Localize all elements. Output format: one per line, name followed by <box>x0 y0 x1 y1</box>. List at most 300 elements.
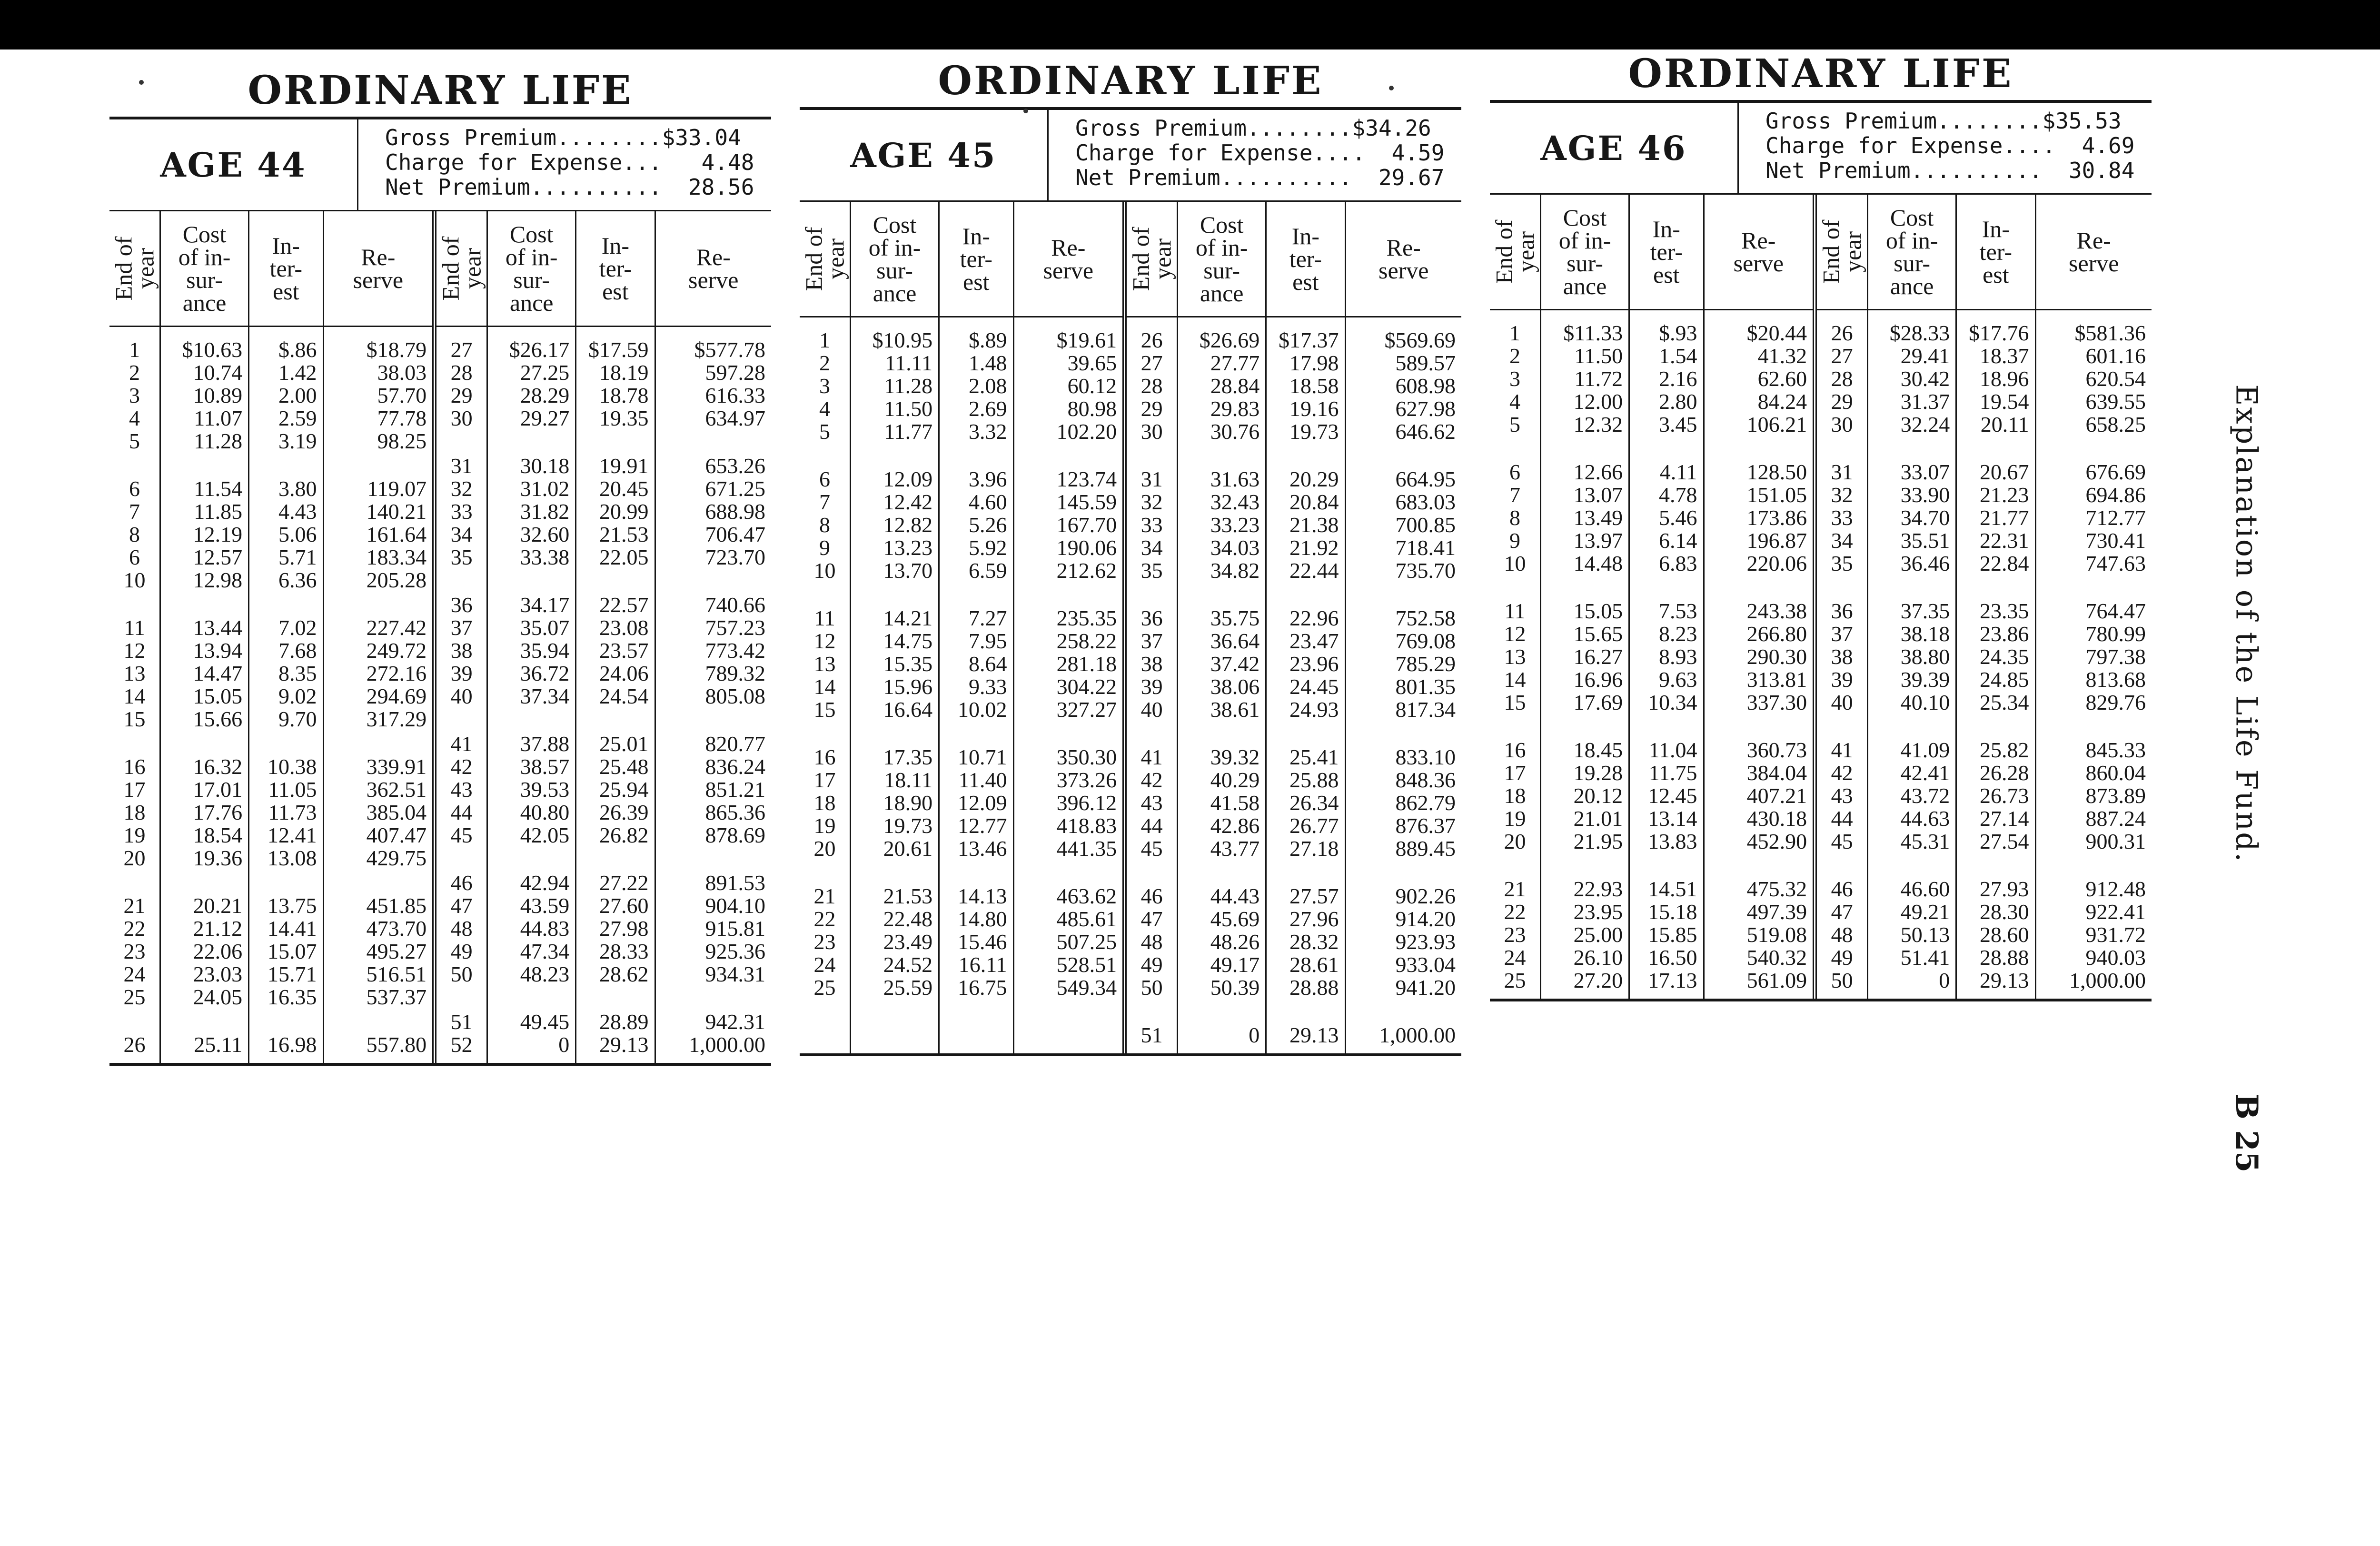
cost-column <box>161 211 249 1063</box>
reserve-cell: 851.21 <box>705 777 765 802</box>
interest-cell: $.86 <box>278 337 317 362</box>
reserve-cell: 878.69 <box>705 823 765 847</box>
reserve-cell: 362.51 <box>366 777 427 802</box>
interest-cell: 10.34 <box>1648 690 1697 714</box>
cost-cell: 35.07 <box>520 615 570 640</box>
year-cell: 24 <box>813 952 836 977</box>
net-premium-line: Net Premium.......... 30.84 <box>1765 158 2135 183</box>
cost-cell: 40.29 <box>1210 768 1260 792</box>
group-spacer <box>851 721 938 746</box>
print-speck <box>1023 109 1028 113</box>
interest-cell: 16.98 <box>268 1032 317 1057</box>
cost-cell: 34.70 <box>1900 505 1950 530</box>
year-cell: 14 <box>123 684 146 708</box>
cost-cell: 12.98 <box>193 568 243 592</box>
interest-cell: 25.48 <box>599 754 649 779</box>
reserve-cell: 589.57 <box>1395 351 1456 375</box>
cost-cell: 12.00 <box>1573 389 1623 414</box>
year-header: End of year <box>1490 219 1539 284</box>
group-spacer <box>1868 853 1955 878</box>
year-cell: 18 <box>123 800 146 824</box>
group-spacer <box>1267 721 1344 746</box>
interest-header: In- ter- est <box>1267 202 1344 317</box>
interest-cell: 2.80 <box>1659 389 1697 414</box>
year-cell: 24 <box>1504 945 1526 970</box>
cost-cell: 14.75 <box>883 629 933 653</box>
year-cell: 37 <box>1140 629 1163 653</box>
cost-column <box>851 202 940 1053</box>
group-spacer <box>851 443 938 468</box>
year-cell: 46 <box>450 871 473 895</box>
interest-cell: 12.45 <box>1648 783 1697 808</box>
premium-header <box>800 110 1461 202</box>
cost-column <box>1178 202 1267 1053</box>
interest-cell: 3.32 <box>969 419 1007 444</box>
reserve-column <box>324 211 437 1063</box>
cost-cell: 36.64 <box>1210 629 1260 653</box>
year-cell: 40 <box>1831 690 1853 714</box>
expense-charge-line: Charge for Expense... 4.48 <box>385 149 754 175</box>
interest-cell: $17.76 <box>1969 321 2029 345</box>
reserve-cell: 407.21 <box>1746 783 1807 808</box>
reserve-cell: 384.04 <box>1746 761 1807 785</box>
group-spacer <box>2036 853 2152 878</box>
year-cell: 45 <box>1831 829 1853 853</box>
group-spacer <box>1346 999 1461 1024</box>
cost-cell: 38.57 <box>520 754 570 779</box>
group-spacer <box>109 1009 159 1033</box>
cost-cell: 0 <box>1249 1023 1260 1047</box>
reserve-cell: 475.32 <box>1746 877 1807 901</box>
cost-cell: 27.20 <box>1573 968 1623 992</box>
interest-cell: 21.92 <box>1289 535 1339 560</box>
interest-cell: 26.39 <box>599 800 649 824</box>
group-spacer <box>1817 575 1867 600</box>
interest-cell: 13.14 <box>1648 806 1697 831</box>
group-spacer <box>2036 575 2152 600</box>
reserve-cell: 243.38 <box>1746 599 1807 623</box>
reserve-cell: 451.85 <box>366 893 427 918</box>
cost-cell: 16.96 <box>1573 667 1623 692</box>
group-spacer <box>940 860 1012 885</box>
interest-cell: 21.23 <box>1980 483 2029 507</box>
year-cell: 10 <box>813 558 836 583</box>
reserve-cell: 220.06 <box>1746 551 1807 575</box>
reserve-cell: 339.91 <box>366 754 427 779</box>
reserve-cell: 653.26 <box>705 454 765 478</box>
year-cell: 50 <box>450 962 473 986</box>
interest-cell: 18.58 <box>1289 374 1339 398</box>
cost-cell: 13.44 <box>193 615 243 640</box>
year-cell: 18 <box>813 791 836 815</box>
interest-cell: 23.47 <box>1289 629 1339 653</box>
group-spacer <box>1267 443 1344 468</box>
year-cell: 11 <box>124 615 145 640</box>
year-cell: 31 <box>1831 460 1853 484</box>
reserve-cell: 639.55 <box>2085 389 2146 414</box>
reserve-cell: 718.41 <box>1395 535 1456 560</box>
cost-cell: 24.52 <box>883 952 933 977</box>
year-cell: 30 <box>1831 412 1853 436</box>
interest-header: In- ter- est <box>1630 195 1703 310</box>
year-cell: 15 <box>813 697 836 722</box>
reserve-cell: 785.29 <box>1395 652 1456 676</box>
interest-cell: 20.29 <box>1289 467 1339 491</box>
interest-cell: 12.09 <box>958 791 1007 815</box>
interest-cell: 3.80 <box>278 476 317 501</box>
reserve-cell: 730.41 <box>2085 528 2146 553</box>
interest-cell: $.89 <box>969 328 1007 352</box>
year-cell: 34 <box>1140 535 1163 560</box>
interest-cell: 29.13 <box>599 1032 649 1057</box>
interest-cell: 16.75 <box>958 975 1007 1000</box>
year-cell: 38 <box>1140 652 1163 676</box>
interest-cell: 2.59 <box>278 406 317 430</box>
reserve-cell: 183.34 <box>366 545 427 569</box>
reserve-cell: 836.24 <box>705 754 765 779</box>
cost-cell: 39.53 <box>520 777 570 802</box>
group-spacer <box>656 986 771 1011</box>
reserve-cell: 84.24 <box>1757 389 1807 414</box>
year-cell: 6 <box>1509 460 1520 484</box>
cost-cell: 15.96 <box>883 674 933 699</box>
cost-cell: 15.05 <box>1573 599 1623 623</box>
group-spacer <box>1630 436 1703 461</box>
cost-cell: $11.33 <box>1563 321 1623 345</box>
reserve-cell: 1,000.00 <box>688 1032 765 1057</box>
reserve-cell: 914.20 <box>1395 907 1456 931</box>
interest-cell: 6.59 <box>969 558 1007 583</box>
cost-cell: 11.77 <box>884 419 933 444</box>
reserve-cell: 485.61 <box>1056 907 1117 931</box>
cost-cell: 43.77 <box>1210 836 1260 861</box>
group-spacer <box>109 592 159 616</box>
panel-age-46 <box>1490 48 2152 1001</box>
cost-cell: 30.76 <box>1210 419 1260 444</box>
cost-column <box>1868 195 1957 999</box>
cost-cell: 37.42 <box>1210 652 1260 676</box>
interest-column <box>576 211 655 1063</box>
reserve-cell: 430.18 <box>1746 806 1807 831</box>
cost-cell: 12.42 <box>883 490 933 514</box>
group-spacer <box>249 1009 322 1033</box>
cost-cell: 17.76 <box>193 800 243 824</box>
reserve-cell: 516.51 <box>366 962 427 986</box>
cost-cell: 15.66 <box>193 707 243 731</box>
cost-cell: 10.74 <box>193 360 243 385</box>
group-spacer <box>324 870 433 894</box>
reserve-cell: 373.26 <box>1056 768 1117 792</box>
reserve-cell: $581.36 <box>2074 321 2146 345</box>
year-cell: 4 <box>1509 389 1520 414</box>
year-cell: 2 <box>819 351 830 375</box>
cost-cell: 33.90 <box>1900 483 1950 507</box>
group-spacer <box>1014 860 1123 885</box>
reserve-cell: 337.30 <box>1746 690 1807 714</box>
reserve-cell: 98.25 <box>377 429 427 453</box>
reserve-cell: 664.95 <box>1395 467 1456 491</box>
interest-cell: 5.06 <box>278 522 317 546</box>
interest-cell: 21.77 <box>1980 505 2029 530</box>
group-spacer <box>109 731 159 755</box>
table-bottom-rule <box>1490 999 2152 1001</box>
year-column <box>800 202 851 1053</box>
cost-cell: 19.36 <box>193 846 243 870</box>
group-spacer <box>436 569 486 594</box>
group-spacer <box>161 592 248 616</box>
group-spacer <box>1817 853 1867 878</box>
reserve-cell: 620.54 <box>2085 367 2146 391</box>
year-cell: 9 <box>819 535 830 560</box>
year-cell: 29 <box>450 383 473 407</box>
interest-cell: 22.84 <box>1980 551 2029 575</box>
interest-cell: 19.35 <box>599 406 649 430</box>
year-cell: 17 <box>1504 761 1526 785</box>
reserve-cell: 205.28 <box>366 568 427 592</box>
interest-cell: 27.18 <box>1289 836 1339 861</box>
year-cell: 31 <box>1140 467 1163 491</box>
reserve-cell: 801.35 <box>1395 674 1456 699</box>
reserve-cell: 757.23 <box>705 615 765 640</box>
group-spacer <box>1490 436 1540 461</box>
group-spacer <box>436 708 486 733</box>
reserve-cell: 62.60 <box>1757 367 1807 391</box>
year-header: End of year <box>110 236 159 301</box>
cost-header: Cost of in- sur- ance <box>1541 195 1628 310</box>
reserve-cell: 212.62 <box>1056 558 1117 583</box>
year-cell: 48 <box>1831 922 1853 947</box>
cost-cell: 11.50 <box>884 396 933 421</box>
interest-cell: 25.94 <box>599 777 649 802</box>
interest-cell: 25.41 <box>1289 745 1339 769</box>
interest-cell: 19.73 <box>1289 419 1339 444</box>
cost-cell: 34.03 <box>1210 535 1260 560</box>
interest-cell: 11.04 <box>1648 738 1697 762</box>
interest-cell: 19.54 <box>1980 389 2029 414</box>
year-cell: 29 <box>1831 389 1853 414</box>
interest-cell: 23.57 <box>599 638 649 663</box>
cost-cell: 48.23 <box>520 962 570 986</box>
reserve-header: Re- serve <box>1014 202 1123 317</box>
year-header: End of year <box>437 236 486 301</box>
interest-cell: 3.96 <box>969 467 1007 491</box>
interest-cell: 25.01 <box>599 732 649 756</box>
year-cell: 38 <box>1831 644 1853 669</box>
year-cell: 37 <box>450 615 473 640</box>
reserve-cell: 441.35 <box>1056 836 1117 861</box>
interest-cell: 12.41 <box>268 823 317 847</box>
year-cell: 22 <box>123 916 146 941</box>
interest-cell: 24.54 <box>599 684 649 708</box>
interest-cell: 11.75 <box>1648 761 1697 785</box>
group-spacer <box>800 582 850 607</box>
year-cell: 39 <box>450 661 473 685</box>
cost-cell: 11.54 <box>194 476 243 501</box>
year-cell: 44 <box>450 800 473 824</box>
year-cell: 15 <box>1504 690 1526 714</box>
cost-cell: 15.35 <box>883 652 933 676</box>
reserve-cell: 797.38 <box>2085 644 2146 669</box>
interest-cell: 27.14 <box>1980 806 2029 831</box>
year-column <box>436 211 488 1063</box>
year-cell: 1 <box>819 328 830 352</box>
cost-header: Cost of in- sur- ance <box>488 211 575 327</box>
cost-header: Cost of in- sur- ance <box>851 202 938 317</box>
year-cell: 8 <box>129 522 140 546</box>
reserve-cell: 80.98 <box>1067 396 1117 421</box>
reserve-cell: 712.77 <box>2085 505 2146 530</box>
year-cell: 27 <box>1140 351 1163 375</box>
year-cell: 18 <box>1504 783 1526 808</box>
year-cell: 2 <box>129 360 140 385</box>
year-cell: 43 <box>450 777 473 802</box>
reserve-cell: 38.03 <box>377 360 427 385</box>
cost-cell: 30.18 <box>520 454 570 478</box>
group-spacer <box>1705 714 1813 739</box>
reserve-cell: 281.18 <box>1056 652 1117 676</box>
group-spacer <box>1541 436 1628 461</box>
cost-cell: 49.45 <box>520 1010 570 1034</box>
cost-cell: 50.39 <box>1210 975 1260 1000</box>
year-cell: 48 <box>1140 930 1163 954</box>
reserve-cell: 887.24 <box>2085 806 2146 831</box>
year-cell: 29 <box>1140 396 1163 421</box>
group-spacer <box>1178 721 1265 746</box>
reserve-cell: 537.37 <box>366 985 427 1009</box>
cost-cell: 42.94 <box>520 871 570 895</box>
page-number-text: B 25 <box>2229 1093 2265 1172</box>
interest-cell: 13.08 <box>268 846 317 870</box>
interest-cell: 9.63 <box>1659 667 1697 692</box>
group-spacer <box>800 721 850 746</box>
cost-cell: 11.85 <box>194 499 243 524</box>
reserve-cell: 676.69 <box>2085 460 2146 484</box>
cost-cell: 48.26 <box>1210 930 1260 954</box>
cost-cell: 31.02 <box>520 476 570 501</box>
year-cell: 23 <box>123 939 146 963</box>
cost-cell: 49.21 <box>1900 900 1950 924</box>
interest-cell: 10.38 <box>268 754 317 779</box>
cost-cell: 25.11 <box>194 1032 243 1057</box>
interest-cell: 27.96 <box>1289 907 1339 931</box>
cost-cell: 23.03 <box>193 962 243 986</box>
reserve-cell: 463.62 <box>1056 884 1117 908</box>
interest-cell: 15.71 <box>268 962 317 986</box>
cost-cell: 19.28 <box>1573 761 1623 785</box>
cost-cell: 21.53 <box>883 884 933 908</box>
year-cell: 49 <box>450 939 473 963</box>
cost-cell: 43.72 <box>1900 783 1950 808</box>
interest-cell: $.93 <box>1659 321 1697 345</box>
group-spacer <box>1957 575 2034 600</box>
year-cell: 44 <box>1831 806 1853 831</box>
reserve-header: Re- serve <box>1346 202 1461 317</box>
group-spacer <box>324 453 433 477</box>
interest-header: In- ter- est <box>1957 195 2034 310</box>
group-spacer <box>1178 999 1265 1024</box>
year-cell: 8 <box>1509 505 1520 530</box>
reserve-cell: 497.39 <box>1746 900 1807 924</box>
reserve-cell: 196.87 <box>1746 528 1807 553</box>
reserve-cell: 561.09 <box>1746 968 1807 992</box>
reserve-column <box>1705 195 1817 999</box>
reserve-cell: 396.12 <box>1056 791 1117 815</box>
interest-cell: 18.96 <box>1980 367 2029 391</box>
group-spacer <box>488 708 575 733</box>
interest-cell: 22.96 <box>1289 606 1339 630</box>
cost-cell: 23.95 <box>1573 900 1623 924</box>
group-spacer <box>488 569 575 594</box>
year-cell: 41 <box>1831 738 1853 762</box>
reserve-header: Re- serve <box>324 211 433 327</box>
year-cell: 7 <box>1509 483 1520 507</box>
year-cell: 45 <box>1140 836 1163 861</box>
group-spacer <box>1178 443 1265 468</box>
year-cell: 10 <box>123 568 146 592</box>
reserve-cell: 473.70 <box>366 916 427 941</box>
interest-cell: 27.57 <box>1289 884 1339 908</box>
year-cell: 28 <box>1831 367 1853 391</box>
panel-title: ORDINARY LIFE <box>938 58 1323 104</box>
year-cell: 17 <box>123 777 146 802</box>
year-cell: 30 <box>450 406 473 430</box>
cost-cell: $10.95 <box>872 328 933 352</box>
reserve-table <box>109 211 771 1063</box>
year-cell: 26 <box>1140 328 1163 352</box>
interest-cell: 15.85 <box>1648 922 1697 947</box>
group-spacer <box>1630 853 1703 878</box>
panel-title: ORDINARY LIFE <box>248 68 633 113</box>
group-spacer <box>1127 860 1177 885</box>
year-cell: 27 <box>450 337 473 362</box>
year-cell: 32 <box>1140 490 1163 514</box>
reserve-cell: 495.27 <box>366 939 427 963</box>
interest-cell: 10.02 <box>958 697 1007 722</box>
cost-cell: 22.93 <box>1573 877 1623 901</box>
year-cell: 15 <box>123 707 146 731</box>
year-cell: 23 <box>813 930 836 954</box>
year-cell: 42 <box>1140 768 1163 792</box>
reserve-cell: 102.20 <box>1056 419 1117 444</box>
table-bottom-rule <box>109 1063 771 1066</box>
interest-cell: 26.77 <box>1289 813 1339 838</box>
group-spacer <box>1490 714 1540 739</box>
cost-cell: 38.06 <box>1210 674 1260 699</box>
reserve-cell: 60.12 <box>1067 374 1117 398</box>
group-spacer <box>109 870 159 894</box>
reserve-cell: 817.34 <box>1395 697 1456 722</box>
year-cell: 41 <box>450 732 473 756</box>
reserve-cell: 688.98 <box>705 499 765 524</box>
page-number <box>2190 1093 2304 1172</box>
cost-cell: 12.09 <box>883 467 933 491</box>
interest-header: In- ter- est <box>249 211 322 327</box>
interest-cell: 6.14 <box>1659 528 1697 553</box>
cost-cell: 32.60 <box>520 522 570 546</box>
group-spacer <box>161 731 248 755</box>
interest-cell: 11.73 <box>268 800 317 824</box>
cost-cell: 28.29 <box>520 383 570 407</box>
group-spacer <box>576 569 654 594</box>
interest-cell: 20.99 <box>599 499 649 524</box>
cost-cell: 16.27 <box>1573 644 1623 669</box>
cost-cell: 14.48 <box>1573 551 1623 575</box>
reserve-cell: 904.10 <box>705 893 765 918</box>
reserve-cell: 700.85 <box>1395 513 1456 537</box>
reserve-cell: 646.62 <box>1395 419 1456 444</box>
cost-cell: 35.51 <box>1900 528 1950 553</box>
interest-cell: 28.88 <box>1980 945 2029 970</box>
